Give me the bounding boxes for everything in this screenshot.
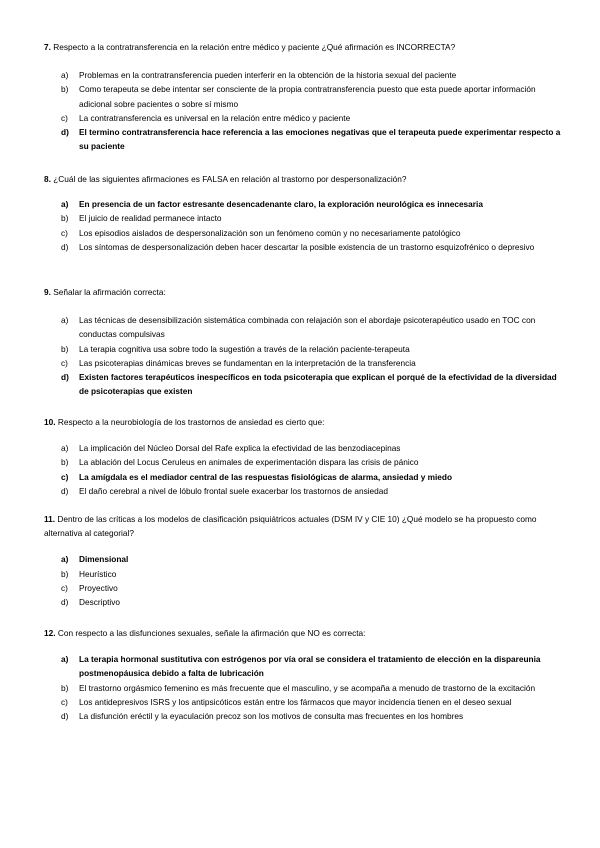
question-7: [44, 40, 564, 153]
option-list: [44, 197, 564, 254]
option-text: El juicio de realidad permanece intacto: [79, 213, 222, 224]
option-c: [44, 356, 564, 370]
option-b: [44, 82, 564, 110]
question-stem: [44, 285, 564, 299]
option-d: [44, 370, 564, 398]
option-text: Las psicoterapias dinámicas breves se fundamentan en la interpretación de la transferencia: [79, 357, 416, 368]
option-text: Los antidepresivos ISRS y los antipsicóticos están entre los fármacos que mayor incidencia tienen en el deseo sexual: [79, 696, 512, 707]
option-b: [44, 211, 564, 225]
question-stem: [44, 626, 564, 640]
option-letter: a): [61, 315, 69, 326]
option-text: Heurístico: [79, 568, 117, 579]
question-10: [44, 415, 564, 498]
option-letter: c): [61, 471, 69, 482]
option-letter: b): [61, 84, 69, 95]
question-12: [44, 626, 564, 723]
option-text: La terapia cognitiva usa sobre todo la sugestión a través de la relación paciente-terapeuta: [79, 343, 410, 354]
question-11: [44, 512, 564, 609]
option-letter: c): [61, 582, 68, 593]
option-a: [44, 552, 564, 566]
option-letter: d): [61, 485, 69, 496]
question-text: Señalar la afirmación correcta:: [53, 287, 166, 297]
option-text: Dimensional: [79, 554, 129, 565]
option-letter: d): [61, 711, 69, 722]
question-text: Dentro de las críticas a los modelos de clasificación psiquiátricos actuales (DSM IV y CIE 10) ¿Qué modelo se ha propuesto como alternativa al categorial?: [44, 514, 537, 539]
option-b: [44, 342, 564, 356]
option-a: [44, 652, 564, 680]
option-letter: c): [61, 227, 68, 238]
option-letter: b): [61, 213, 69, 224]
option-c: [44, 581, 564, 595]
question-number: 12.: [44, 628, 56, 638]
option-letter: a): [61, 443, 69, 454]
option-a: [44, 197, 564, 211]
option-c: [44, 470, 564, 484]
question-text: Respecto a la contratransferencia en la relación entre médico y paciente ¿Qué afirmación es INCORRECTA?: [53, 42, 456, 52]
option-text: Las técnicas de desensibilización sistemática combinada con relajación son el abordaje psicoterapéutico usado en TOC con conductas compulsivas: [79, 315, 536, 340]
option-letter: a): [61, 554, 69, 565]
question-number: 8.: [44, 174, 51, 184]
option-letter: c): [61, 112, 68, 123]
option-letter: b): [61, 682, 69, 693]
option-list: [44, 313, 564, 398]
option-list: [44, 552, 564, 609]
question-stem: [44, 415, 564, 429]
question-stem: [44, 172, 564, 186]
option-d: [44, 125, 564, 153]
question-stem: [44, 40, 564, 54]
option-letter: a): [61, 199, 69, 210]
option-b: [44, 567, 564, 581]
option-letter: d): [61, 127, 69, 138]
option-b: [44, 455, 564, 469]
option-d: [44, 240, 564, 254]
question-text: Con respecto a las disfunciones sexuales, señale la afirmación que NO es correcta:: [57, 628, 366, 638]
option-a: [44, 441, 564, 455]
option-c: [44, 111, 564, 125]
option-letter: b): [61, 343, 69, 354]
question-text: Respecto a la neurobiología de los trastornos de ansiedad es cierto que:: [57, 417, 325, 427]
option-text: Descriptivo: [79, 597, 121, 608]
option-a: [44, 313, 564, 341]
question-number: 11.: [44, 514, 56, 524]
option-d: [44, 595, 564, 609]
option-letter: d): [61, 597, 69, 608]
option-text: Los síntomas de despersonalización deben hacer descartar la posible existencia de un trastorno esquizofrénico o depresivo: [79, 241, 535, 252]
option-text: El termino contratransferencia hace referencia a las emociones negativas que el terapeuta puede experimentar respecto a su paciente: [79, 127, 561, 152]
option-letter: c): [61, 696, 68, 707]
option-letter: d): [61, 372, 69, 383]
option-text: Los episodios aislados de despersonalización son un fenómeno común y no necesariamente patológico: [79, 227, 461, 238]
option-text: Proyectivo: [79, 582, 118, 593]
option-text: El daño cerebral a nivel de lóbulo frontal suele exacerbar los trastornos de ansiedad: [79, 485, 389, 496]
option-text: Existen factores terapéuticos inespecíficos en toda psicoterapia que explican el porqué de la efectividad de la diversidad de psicoterapias que existen: [79, 372, 557, 397]
question-text: ¿Cuál de las siguientes afirmaciones es FALSA en relación al trastorno por despersonalización?: [53, 174, 407, 184]
option-letter: d): [61, 241, 69, 252]
option-text: La terapia hormonal sustitutiva con estrógenos por vía oral se considera el tratamiento de elección en la dispareunia postmenopáusica debido a falta de lubricación: [79, 654, 541, 679]
option-text: La disfunción eréctil y la eyaculación precoz son los motivos de consulta mas frecuentes en los hombres: [79, 711, 464, 722]
option-text: La implicación del Núcleo Dorsal del Rafe explica la efectividad de las benzodiacepinas: [79, 443, 401, 454]
option-text: La amígdala es el mediador central de las respuestas fisiológicas de alarma, ansiedad y miedo: [79, 471, 453, 482]
option-letter: b): [61, 457, 69, 468]
question-number: 10.: [44, 417, 56, 427]
option-letter: a): [61, 654, 69, 665]
option-list: [44, 652, 564, 723]
option-text: Problemas en la contratransferencia pueden interferir en la obtención de la historia sexual del paciente: [79, 70, 457, 81]
option-letter: c): [61, 357, 68, 368]
option-text: El trastorno orgásmico femenino es más frecuente que el masculino, y se acompaña a menudo de trastorno de la excitación: [79, 682, 536, 693]
option-list: [44, 441, 564, 498]
option-a: [44, 68, 564, 82]
option-text: La ablación del Locus Ceruleus en animales de experimentación dispara las crisis de pánico: [79, 457, 419, 468]
option-d: [44, 484, 564, 498]
option-c: [44, 695, 564, 709]
option-letter: b): [61, 568, 69, 579]
option-list: [44, 68, 564, 153]
question-8: [44, 172, 564, 254]
option-letter: a): [61, 70, 69, 81]
option-text: En presencia de un factor estresante desencadenante claro, la exploración neurológica es innecesaria: [79, 199, 483, 210]
question-stem: [44, 512, 564, 540]
option-text: La contratransferencia es universal en la relación entre médico y paciente: [79, 112, 351, 123]
question-number: 9.: [44, 287, 51, 297]
option-b: [44, 681, 564, 695]
question-number: 7.: [44, 42, 51, 52]
option-text: Como terapeuta se debe intentar ser consciente de la propia contratransferencia puesto que esta puede aportar información adicional sobre pacientes o sobre sí mismo: [79, 84, 536, 109]
option-d: [44, 709, 564, 723]
question-9: [44, 285, 564, 398]
option-c: [44, 226, 564, 240]
